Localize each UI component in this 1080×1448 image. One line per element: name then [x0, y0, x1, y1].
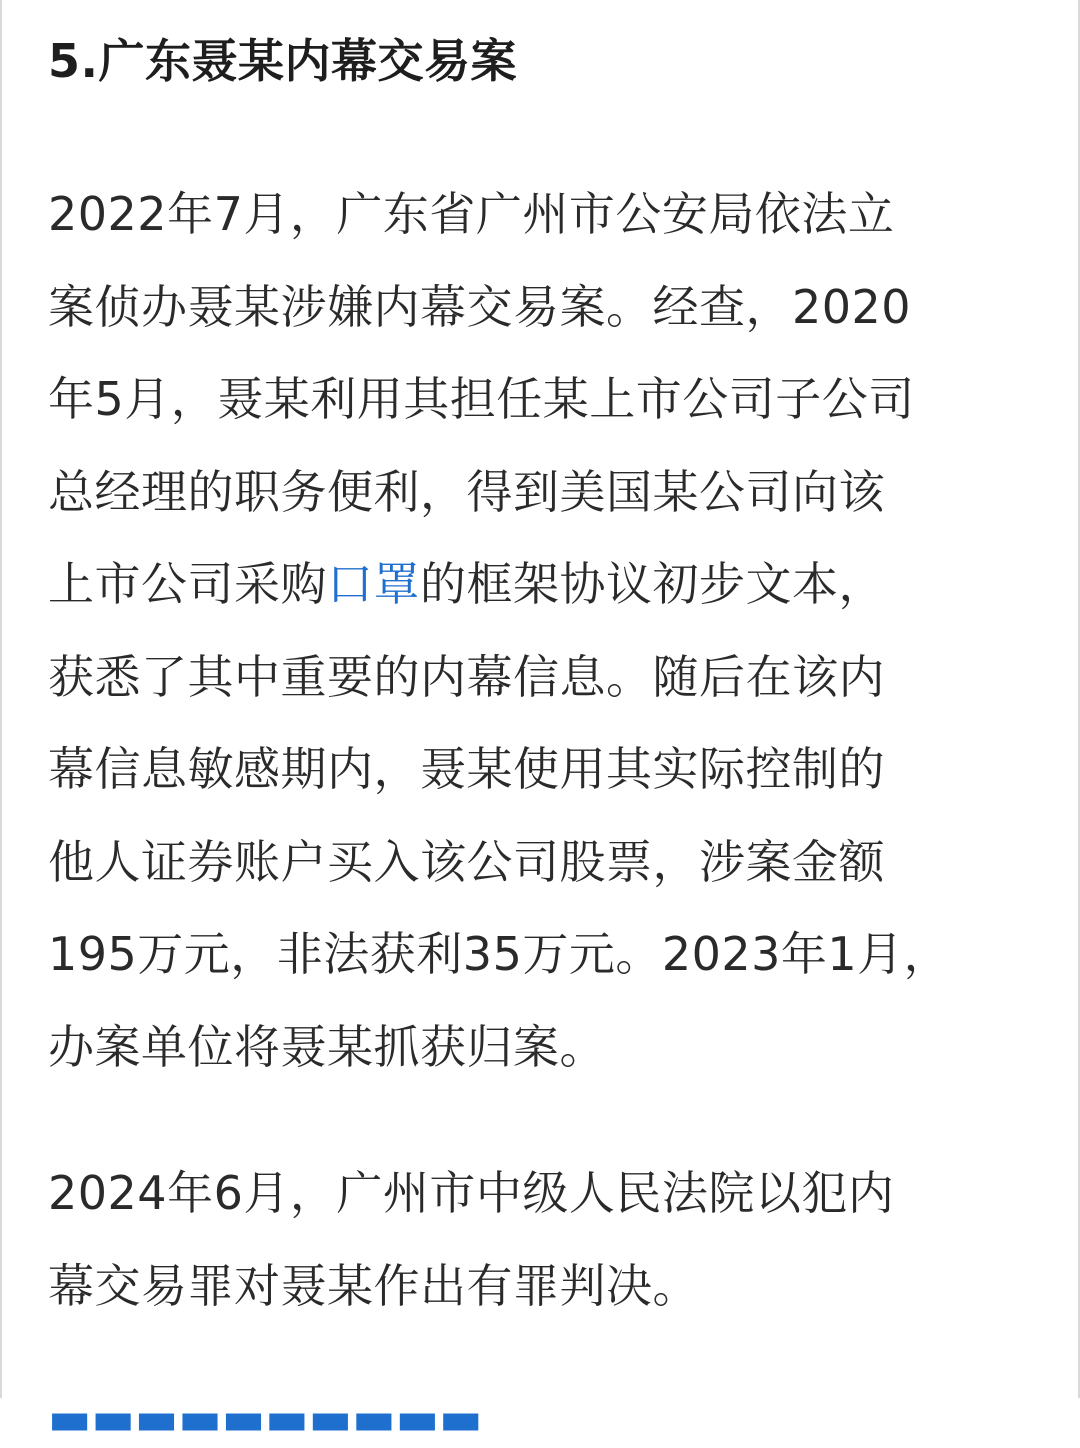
paragraph-line: 他人证券账户买入该公司股票，涉案金额 — [48, 834, 885, 889]
paragraph-line: 195万元，非法获利35万元。2023年1月， — [48, 927, 951, 981]
paragraph-line: 办案单位将聂某抓获归案。 — [48, 1019, 606, 1074]
clipped-link-text[interactable]: ▬▬▬▬▬▬▬▬▬▬ — [48, 1391, 483, 1445]
paragraph-line: 总经理的职务便利，得到美国某公司向该 — [48, 464, 885, 519]
paragraph-1 — [48, 168, 1038, 1093]
paragraph-line-with-link — [48, 538, 1038, 631]
paragraph-line: 案侦办聂某涉嫌内幕交易案。经查，2020 — [48, 279, 912, 334]
paragraph-line: 2022年7月，广东省广州市公安局依法立 — [48, 187, 895, 241]
clipped-next-line — [48, 1388, 1038, 1445]
paragraph-2 — [48, 1147, 1038, 1332]
paragraph-line: 获悉了其中重要的内幕信息。随后在该内 — [48, 649, 885, 704]
link-prefix-text: 上市公司采购 — [48, 557, 327, 611]
article-body — [48, 26, 1038, 1332]
paragraph-line: 幕交易罪对聂某作出有罪判决。 — [48, 1258, 699, 1313]
paragraph-line: 年5月，聂某利用其担任某上市公司子公司 — [48, 372, 915, 426]
link-suffix-text: 的框架协议初步文本， — [420, 557, 885, 611]
paragraph-line: 幕信息敏感期内，聂某使用其实际控制的 — [48, 742, 885, 796]
paragraph-line: 2024年6月，广州市中级人民法院以犯内 — [48, 1166, 895, 1220]
mask-topic-link[interactable]: 口罩 — [327, 557, 420, 611]
section-heading: 5.广东聂某内幕交易案 — [48, 34, 517, 88]
